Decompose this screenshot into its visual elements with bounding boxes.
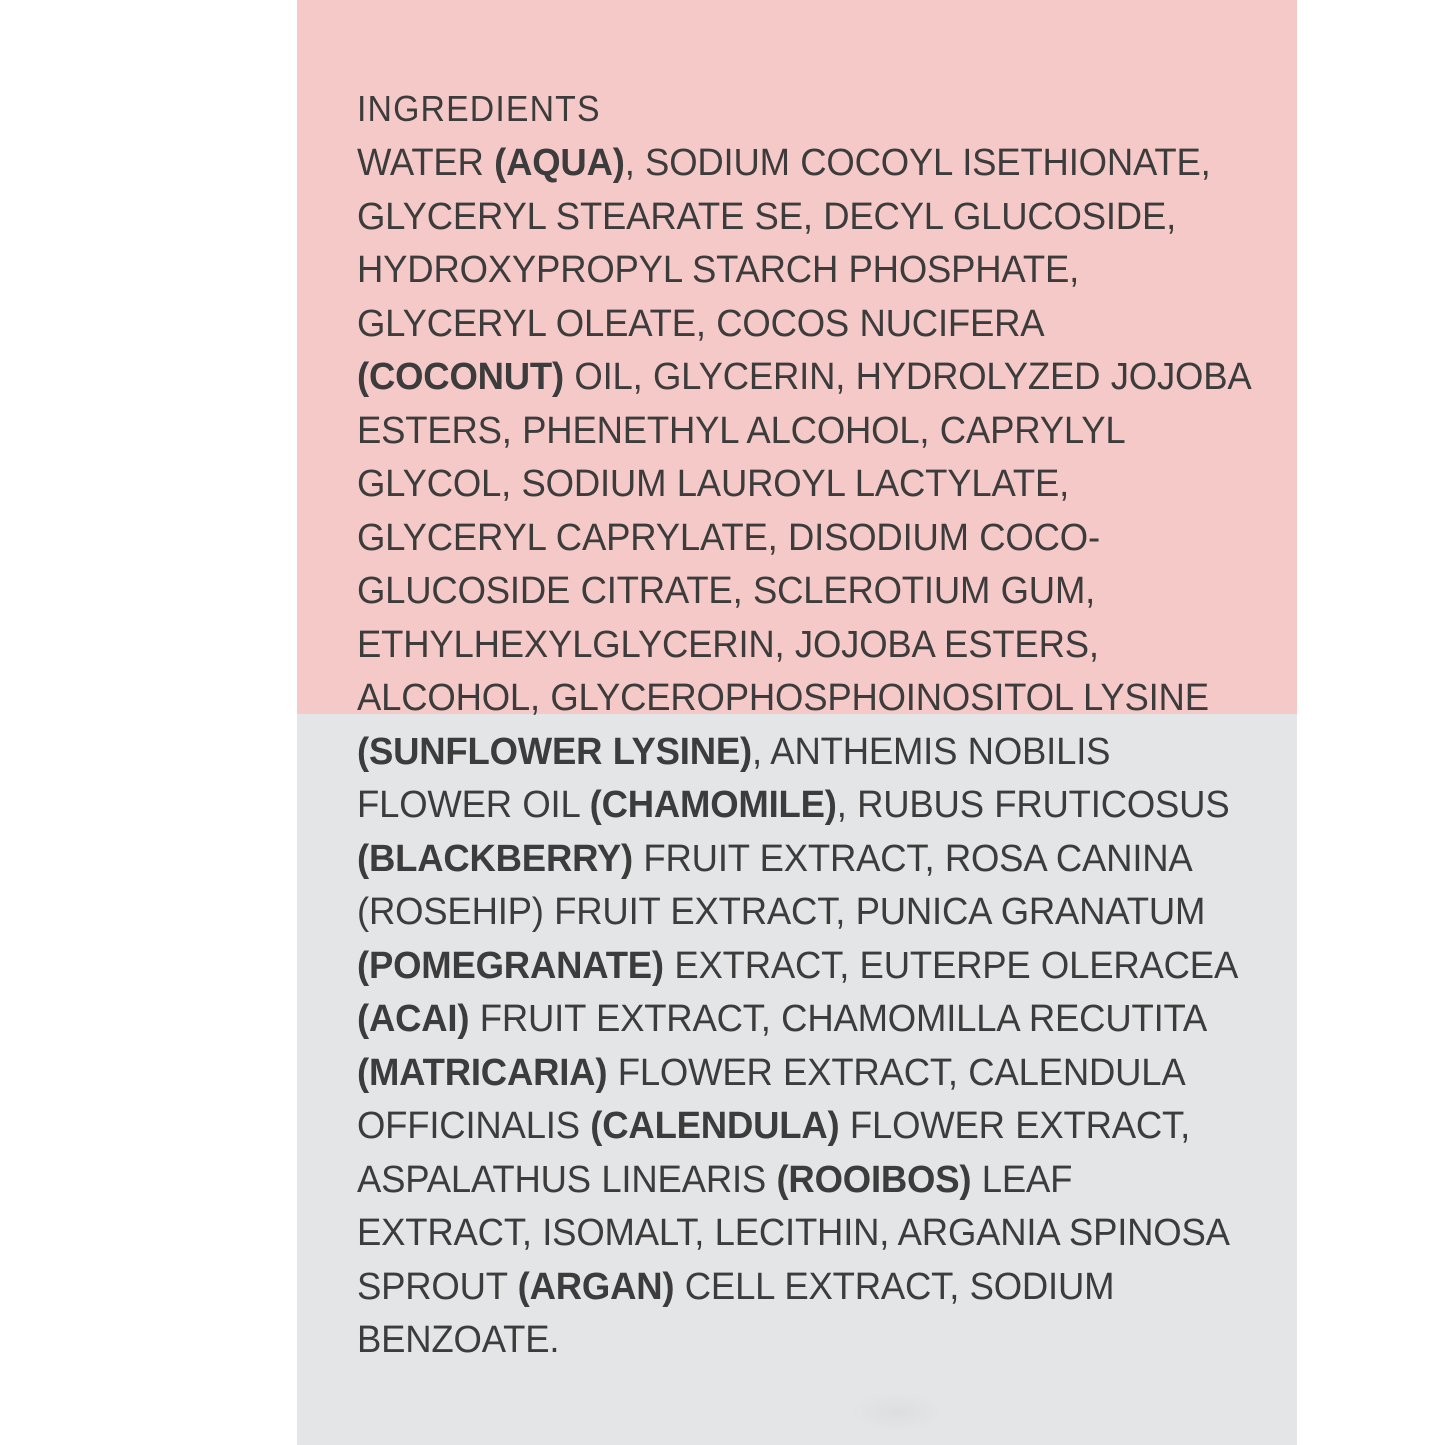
label-text-layer bbox=[297, 0, 1297, 1445]
ingredients-heading: INGREDIENTS bbox=[357, 88, 601, 129]
smudge-mark bbox=[852, 1392, 942, 1432]
ingredients-text: WATER (AQUA), SODIUM COCOYL ISETHIONATE, GLYCERYL STEARATE SE, DECYL GLUCOSIDE, HYDROXYPROPYL STARCH PHOSPHATE, GLYCERYL OLEATE, COCOS NUCIFERA (COCONUT) OIL, GLYCERIN, HYDROLYZED JOJOBA ESTERS, PHENETHYL ALCOHOL, CAPRYLYL GLYCOL, SODIUM LAUROYL LACTYLATE, GLYCERYL CAPRYLATE, DISODIUM COCO-GLUCOSIDE CITRATE, SCLEROTIUM GUM, ETHYLHEXYLGLYCERIN, JOJOBA ESTERS, ALCOHOL, GLYCEROPHOSPHOINOSITOL LYSINE (SUNFLOWER LYSINE), ANTHEMIS NOBILIS FLOWER OIL (CHAMOMILE), RUBUS FRUTICOSUS (BLACKBERRY) FRUIT EXTRACT, ROSA CANINA (ROSEHIP) FRUIT EXTRACT, PUNICA GRANATUM (POMEGRANATE) EXTRACT, EUTERPE OLERACEA (ACAI) FRUIT EXTRACT, CHAMOMILLA RECUTITA (MATRICARIA) FLOWER EXTRACT, CALENDULA OFFICINALIS (CALENDULA) FLOWER EXTRACT, ASPALATHUS LINEARIS (ROOIBOS) LEAF EXTRACT, ISOMALT, LECITHIN, ARGANIA SPINOSA SPROUT (ARGAN) CELL EXTRACT, SODIUM BENZOATE. bbox=[357, 142, 1250, 1361]
product-ingredients-label bbox=[297, 0, 1297, 1445]
